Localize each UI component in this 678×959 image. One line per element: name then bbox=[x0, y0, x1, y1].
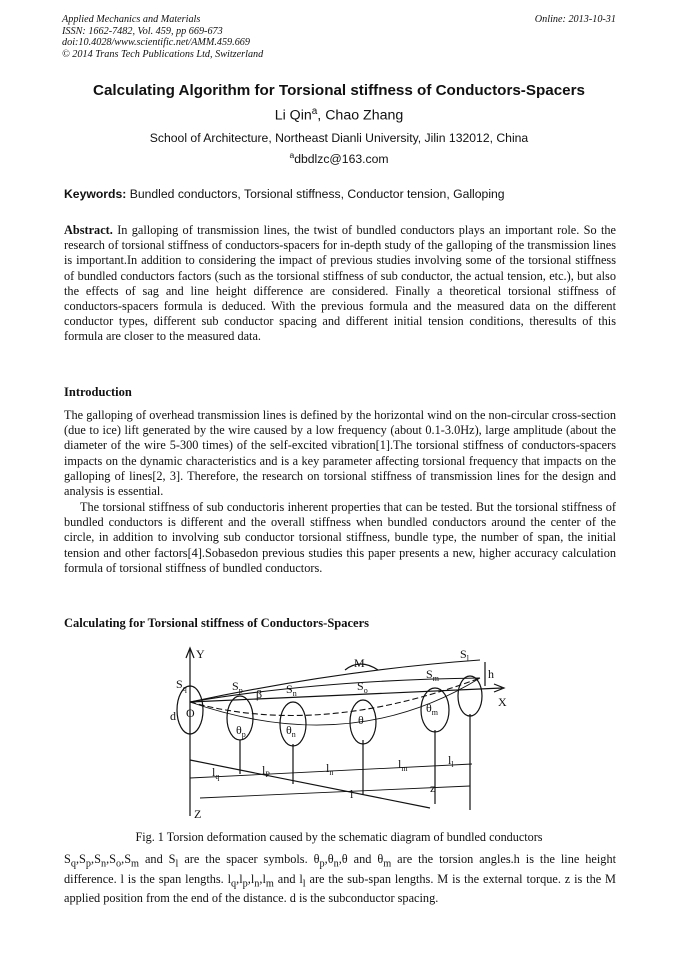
label-y: Y bbox=[196, 647, 205, 661]
abstract-text: In galloping of transmission lines, the twist of bundled conductors plays an important role. So the research of torsional stiffness of conductors-spacers for in-depth study of the galloping of the transmission lines is important.In addition to considering the impact of previous studies involving some of the torsional stiffness of bundled conductors factors (such as the torsional stiffness of sub conductor, the actual tension, etc.), but also the effects of sag and line height difference are considered. Finally a theoretical torsional stiffness of conductors-spacers formula is deduced. With the previous formula and the measured data on the different conductor types, different sub conductor spacing and different initial tension conditions, theresults of this formula are closer to the measured data. bbox=[64, 223, 616, 344]
label-x: X bbox=[498, 695, 507, 709]
journal-header bbox=[62, 14, 263, 60]
label-ln: $l_n$ bbox=[326, 761, 334, 777]
label-lp: $l_P$ bbox=[262, 763, 270, 779]
label-sq: $S_q$ bbox=[176, 677, 187, 693]
z-axis bbox=[190, 760, 430, 808]
label-so: $S_o$ bbox=[357, 679, 368, 695]
label-theta-p: $\theta_p$ bbox=[236, 723, 246, 739]
introduction-heading: Introduction bbox=[64, 385, 132, 399]
figure-1-caption: Fig. 1 Torsion deformation caused by the schematic diagram of bundled conductors bbox=[135, 830, 543, 844]
label-o: O bbox=[186, 706, 195, 720]
label-sn: $S_n$ bbox=[286, 682, 297, 698]
spacer-circle-l bbox=[458, 676, 482, 716]
keywords-label: Keywords: bbox=[64, 187, 127, 201]
affiliation: School of Architecture, Northeast Dianli University, Jilin 132012, China bbox=[149, 131, 529, 145]
label-h: h bbox=[488, 667, 494, 681]
keywords bbox=[64, 187, 616, 201]
label-sp: $S_p$ bbox=[232, 679, 243, 695]
label-theta-m: $\theta_m$ bbox=[426, 701, 438, 717]
label-sl: $S_l$ bbox=[460, 647, 469, 663]
online-date: Online: 2013-10-31 bbox=[534, 14, 616, 25]
email-address[interactable]: dbdlzc@163.com bbox=[294, 152, 389, 167]
label-d: d bbox=[170, 709, 176, 723]
email-mark: a bbox=[289, 150, 295, 160]
abstract-label: Abstract. bbox=[64, 223, 113, 237]
section-heading-calculating: Calculating for Torsional stiffness of Conductors-Spacers bbox=[64, 616, 369, 630]
author-1-affil-mark: a bbox=[311, 106, 318, 117]
intro-paragraph-1: The galloping of overhead transmission lines is defined by the horizontal wind on the non-circular cross-section (due to ice) lift generated by the wire caused by a low frequency (about 0.1-3.0Hz), large amplitude (about the diameter of the wire 5-300 times) of the self-excited vibration[1].The torsional stiffness of conductors-spacers impacts on the dynamic characteristics and is a key parameter affecting torsional frequency that impacts on the galloping of lines[2, 3]. Therefore, the research on torsional stiffness of transmission lines for the design and analysis is essential. bbox=[64, 408, 616, 499]
copyright-line: © 2014 Trans Tech Publications Ltd, Switzerland bbox=[62, 48, 264, 60]
label-m: M bbox=[354, 656, 365, 670]
label-lm: $l_m$ bbox=[398, 757, 408, 773]
intro-paragraph-2: The torsional stiffness of sub conductoris inherent properties that can be tested. But the torsional stiffness of bundled conductors is different and the overall stiffness when bundled conductors around the center of the circle, in addition to involving sub conductor torsional stiffness, bundle type, the number of span, the initial tension and other factors[4].Sobasedon previous studies this paper presents a new, higher accuracy calculation formula of torsional stiffness of bundled conductors. bbox=[64, 500, 616, 575]
figure-1-diagram bbox=[160, 640, 520, 822]
author-list bbox=[0, 106, 678, 124]
label-beta: β bbox=[256, 687, 263, 701]
label-ll: $l_l$ bbox=[448, 753, 454, 769]
issn-line: ISSN: 1662-7482, Vol. 459, pp 669-673 bbox=[62, 25, 223, 37]
label-lq: $l_q$ bbox=[212, 765, 220, 781]
label-theta-n: $\theta_n$ bbox=[286, 723, 296, 739]
doi-link[interactable]: doi:10.4028/www.scientific.net/AMM.459.669 bbox=[62, 37, 250, 49]
label-z: Z bbox=[194, 807, 202, 821]
keywords-text: Bundled conductors, Torsional stiffness, Conductor tension, Galloping bbox=[129, 187, 505, 201]
author-separator: , bbox=[317, 107, 326, 124]
paper-title: Calculating Algorithm for Torsional stiffness of Conductors-Spacers bbox=[93, 82, 585, 99]
author-2: Chao Zhang bbox=[325, 107, 404, 124]
label-theta: θ bbox=[358, 713, 364, 727]
journal-name: Applied Mechanics and Materials bbox=[62, 14, 201, 25]
author-1: Li Qin bbox=[274, 107, 312, 124]
label-l: l bbox=[350, 787, 354, 801]
label-sm: $S_m$ bbox=[426, 667, 439, 683]
label-z-dist: z bbox=[430, 781, 436, 795]
abstract bbox=[64, 223, 616, 345]
figure-explanation-paragraph: $S_q,S_p,S_n,S_o,S_m$ and $S_l$ are the spacer symbols. $\theta_p,\theta_n,\theta$ and $\theta_m$ are the torsion angles.h is the line height difference. l is the span lengths. $l_q,l_p,l_n,l_m$ and $l_l$ are the sub-span lengths. M is the external torque. z is the M applied position from the end of the distance. d is the subconductor spacing. bbox=[64, 852, 617, 906]
email-line bbox=[0, 150, 678, 166]
